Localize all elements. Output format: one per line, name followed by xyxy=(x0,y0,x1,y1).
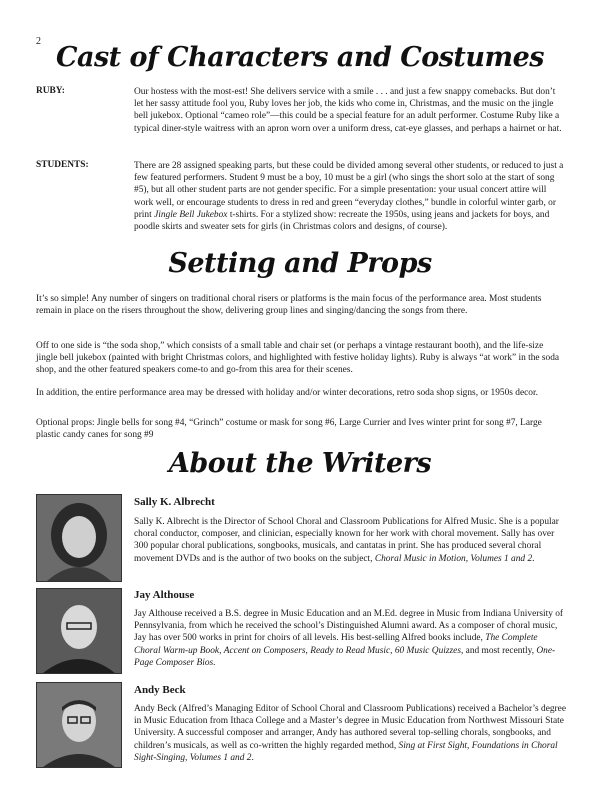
writer-name-jay: Jay Althouse xyxy=(134,589,195,601)
writers-heading: About the Writers xyxy=(168,448,432,479)
setting-paragraph-2: Off to one side is “the soda shop,” which consists of a small table and chair set (or perhaps a vintage restaurant booth), and the life-size jingle bell jukebox (painted with bright Christmas colors, and highlighted with festive holiday lights). Ruby is always “at work” in the soda shop, and the other featured speakers come-to and go-from this area for their scenes. xyxy=(36,341,560,376)
cast-heading: Cast of Characters and Costumes xyxy=(56,42,544,73)
students-label: STUDENTS: xyxy=(36,160,89,170)
page-number: 2 xyxy=(36,36,41,47)
setting-paragraph-1: It’s so simple! Any number of singers on traditional choral risers or platforms is the main focus of the performance area. Most students remain in place on the risers throughout the show, delivering group lines and singing/dancing the songs from there. xyxy=(36,294,542,317)
ruby-description: Our hostess with the most-est! She delivers service with a smile . . . and just a few snappy comebacks. But don’t let her sassy attitude fool you, Ruby loves her job, the kids who come in, Christmas, and the music on the jingle bell jukebox. Optional “cameo role”—this could be a special feature for an adult performer. Costume Ruby like a typical diner-style waitress with an apron worn over a uniform dress, cat-eye glasses, and perhaps a hairnet or hat. xyxy=(134,87,562,134)
students-description: There are 28 assigned speaking parts, but these could be divided among several other students, or reduced to just a few featured performers. Student 9 must be a boy, 10 must be a girl (who sings the short solo at the start of song #5), but all other student parts are not gender specific. For a simple presentation: your usual concert attire will work well, or encourage students to dress in red and green “everyday clothes,” bundle in colorful winter garb, or print Jingle Bell Jukebox t-shirts. For a stylized show: recreate the 1950s, using jeans and jackets for boys, and poodle skirts and sweater sets for girls (in Christmas colors and designs, of course). xyxy=(134,161,564,233)
writer-name-sally: Sally K. Albrecht xyxy=(134,496,215,508)
ruby-label: RUBY: xyxy=(36,86,65,96)
writer-bio-jay: Jay Althouse received a B.S. degree in Music Education and an M.Ed. degree in Music from Indiana University of Pennsylvania, from which he received the school’s Distinguished Alumni award. As a composer of choral music, Jay has over 500 works in print for choirs of all levels. His best-selling Alfred books include, The Complete Choral Warm-up Book, Accent on Composers, Ready to Read Music, 60 Music Quizzes, and most recently, One-Page Composer Bios. xyxy=(134,609,564,668)
setting-heading: Setting and Props xyxy=(168,248,432,279)
writer-name-andy: Andy Beck xyxy=(134,684,186,696)
setting-paragraph-3: In addition, the entire performance area may be dressed with holiday and/or winter decorations, retro soda shop signs, or 1950s decor. xyxy=(36,388,538,398)
writer-bio-sally: Sally K. Albrecht is the Director of School Choral and Classroom Publications for Alfred Music. She is a popular choral conductor, composer, and clinician, especially known for her work with choral movement. Sally has over 300 popular choral publications, songbooks, musicals, and cantatas in print. She has produced several choral movement DVDs and is the author of two books on the subject, Choral Music in Motion, Volumes 1 and 2. xyxy=(134,517,559,564)
andy-beck-photo xyxy=(36,682,122,768)
writer-bio-andy: Andy Beck (Alfred’s Managing Editor of School Choral and Classroom Publications) received a Bachelor’s degree in Music Education from Ithaca College and a Master’s degree in Music Education from Northwest Missouri State University. A successful composer and arranger, Andy has authored several top-selling chorals, songbooks, and children’s musicals, as well as co-written the highly regarded method, Sing at First Sight, Foundations in Choral Sight-Singing, Volumes 1 and 2. xyxy=(134,704,567,763)
jay-althouse-photo xyxy=(36,588,122,674)
sally-albrecht-photo xyxy=(36,494,122,582)
setting-paragraph-4: Optional props: Jingle bells for song #4, “Grinch” costume or mask for song #6, Large Currier and Ives winter print for song #7, Large plastic candy canes for song #9 xyxy=(36,418,542,441)
